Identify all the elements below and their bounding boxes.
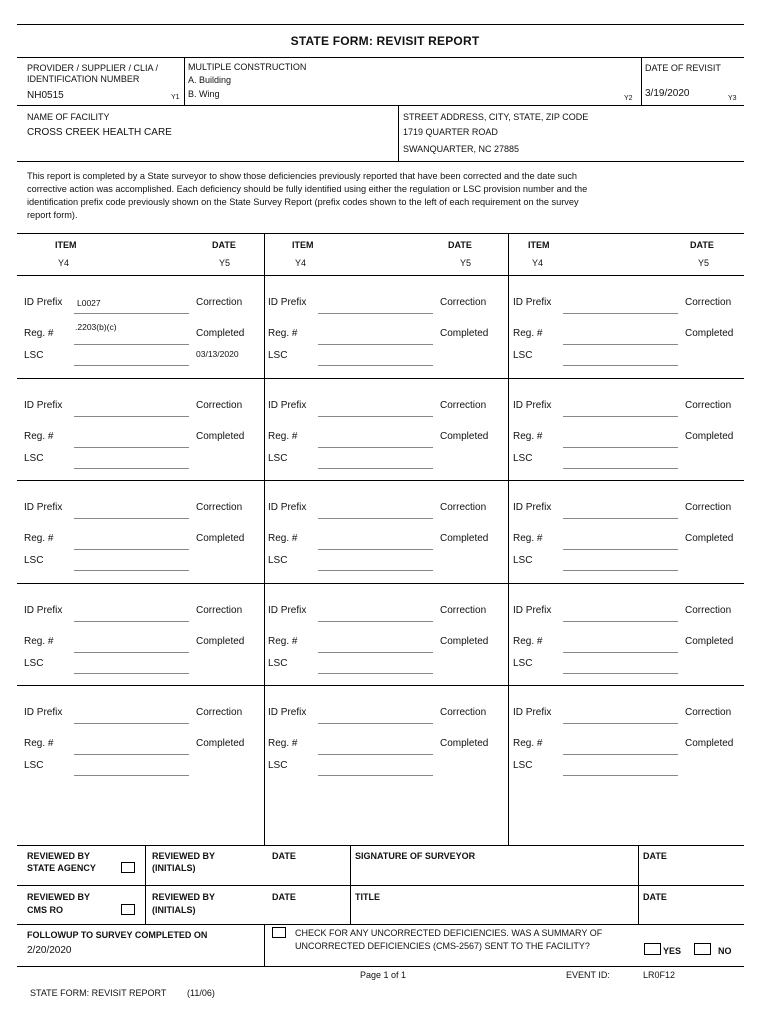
entry-7-reg-label: Reg. # <box>24 533 54 544</box>
entry-3-reg-label: Reg. # <box>513 328 543 339</box>
entry-2-id-prefix-field[interactable] <box>318 313 433 314</box>
entry-11-lsc-field[interactable] <box>318 673 433 674</box>
entry-14-lsc-label: LSC <box>268 760 288 771</box>
state-agency-label: STATE AGENCY <box>27 863 96 873</box>
entry-10-id-prefix-field[interactable] <box>74 621 189 622</box>
multiple-construction-label: MULTIPLE CONSTRUCTION <box>188 62 307 72</box>
entry-10-lsc-field[interactable] <box>74 673 189 674</box>
entry-11-reg-field[interactable] <box>318 652 433 653</box>
col2-y4: Y4 <box>295 258 307 268</box>
uncorrected-check-line-1: CHECK FOR ANY UNCORRECTED DEFICIENCIES. WAS A SUMMARY OF <box>295 928 603 938</box>
entry-9-lsc-label: LSC <box>513 555 533 566</box>
entry-2-lsc-field[interactable] <box>318 365 433 366</box>
entry-3-lsc-field[interactable] <box>563 365 678 366</box>
entry-8-lsc-label: LSC <box>268 555 288 566</box>
cms-reviewed-by-label: REVIEWED BY <box>27 892 91 902</box>
state-reviewed-by-label: REVIEWED BY <box>27 851 91 861</box>
entry-7-lsc-field[interactable] <box>74 570 189 571</box>
entry-11-lsc-label: LSC <box>268 658 288 669</box>
entry-8-id-prefix-label: ID Prefix <box>268 502 307 513</box>
entry-1-reg-value: .2203(b)(c) <box>75 322 117 332</box>
entry-9-reg-field[interactable] <box>563 549 678 550</box>
entry-4-lsc-label: LSC <box>24 453 44 464</box>
followup-date-value: 2/20/2020 <box>27 945 72 956</box>
entry-13-lsc-field[interactable] <box>74 775 189 776</box>
page-number: Page 1 of 1 <box>360 970 407 980</box>
entry-10-correction-label: Correction <box>196 605 243 616</box>
entry-1-id-prefix-field[interactable] <box>74 313 189 314</box>
entry-15-lsc-field[interactable] <box>563 775 678 776</box>
cms-initials-label: (INITIALS) <box>152 905 196 915</box>
entry-2-reg-label: Reg. # <box>268 328 298 339</box>
entry-14-reg-field[interactable] <box>318 754 433 755</box>
entry-12-completed-label: Completed <box>685 636 734 647</box>
entry-15-id-prefix-field[interactable] <box>563 723 678 724</box>
col1-item-header: ITEM <box>55 240 77 250</box>
cms-ro-checkbox[interactable] <box>121 904 135 915</box>
entry-1-lsc-label: LSC <box>24 350 44 361</box>
entry-7-correction-label: Correction <box>196 502 243 513</box>
y2-marker: Y2 <box>624 95 633 102</box>
entry-9-id-prefix-label: ID Prefix <box>513 502 552 513</box>
entry-6-completed-label: Completed <box>685 431 734 442</box>
col3-y5: Y5 <box>698 258 710 268</box>
entry-11-reg-label: Reg. # <box>268 636 298 647</box>
entry-15-id-prefix-label: ID Prefix <box>513 707 552 718</box>
entry-8-correction-label: Correction <box>440 502 487 513</box>
uncorrected-check-checkbox[interactable] <box>272 927 286 938</box>
col1-y4: Y4 <box>58 258 70 268</box>
entry-8-id-prefix-field[interactable] <box>318 518 433 519</box>
facility-name-label: NAME OF FACILITY <box>27 112 110 122</box>
intro-line-2: corrective action was accomplished. Each deficiency should be fully identified using either the regulation or LSC provision number and the <box>27 184 588 194</box>
entry-3-correction-label: Correction <box>685 297 732 308</box>
entry-1-completed-label: Completed <box>196 328 245 339</box>
title-label: TITLE <box>355 892 380 902</box>
entry-12-reg-field[interactable] <box>563 652 678 653</box>
entry-7-reg-field[interactable] <box>74 549 189 550</box>
signature-date-label: DATE <box>643 851 667 861</box>
entry-3-completed-label: Completed <box>685 328 734 339</box>
entry-1-id-prefix-value: L0027 <box>77 298 101 308</box>
entry-1-correction-label: Correction <box>196 297 243 308</box>
entry-3-reg-field[interactable] <box>563 344 678 345</box>
y3-marker: Y3 <box>728 95 737 102</box>
entry-3-lsc-label: LSC <box>513 350 533 361</box>
entry-4-reg-field[interactable] <box>74 447 189 448</box>
entry-8-reg-field[interactable] <box>318 549 433 550</box>
entry-6-correction-label: Correction <box>685 400 732 411</box>
entry-3-id-prefix-field[interactable] <box>563 313 678 314</box>
entry-9-completed-label: Completed <box>685 533 734 544</box>
entry-2-id-prefix-label: ID Prefix <box>268 297 307 308</box>
entry-10-completed-label: Completed <box>196 636 245 647</box>
yes-checkbox[interactable] <box>644 943 661 955</box>
entry-15-correction-label: Correction <box>685 707 732 718</box>
y1-marker: Y1 <box>171 94 180 101</box>
entry-14-lsc-field[interactable] <box>318 775 433 776</box>
entry-13-id-prefix-label: ID Prefix <box>24 707 63 718</box>
entry-1-reg-field[interactable] <box>74 344 189 345</box>
intro-paragraph <box>27 170 747 222</box>
event-id-label: EVENT ID: <box>566 970 610 980</box>
intro-line-4: report form). <box>27 210 78 220</box>
entry-7-id-prefix-label: ID Prefix <box>24 502 63 513</box>
address-line-1: 1719 QUARTER ROAD <box>403 127 498 137</box>
entry-9-lsc-field[interactable] <box>563 570 678 571</box>
entry-14-correction-label: Correction <box>440 707 487 718</box>
state-date-label: DATE <box>272 851 296 861</box>
date-of-revisit-label: DATE OF REVISIT <box>645 63 721 73</box>
no-label: NO <box>718 946 732 956</box>
entry-5-reg-label: Reg. # <box>268 431 298 442</box>
entry-1-lsc-field[interactable] <box>74 365 189 366</box>
followup-label: FOLLOWUP TO SURVEY COMPLETED ON <box>27 930 208 940</box>
facility-name-value: CROSS CREEK HEALTH CARE <box>27 127 172 138</box>
entry-7-completed-label: Completed <box>196 533 245 544</box>
building-label: A. Building <box>188 75 232 85</box>
yes-label: YES <box>663 946 682 956</box>
entry-9-correction-label: Correction <box>685 502 732 513</box>
col3-date-header: DATE <box>690 240 714 250</box>
entry-1-reg-label: Reg. # <box>24 328 54 339</box>
col3-y4: Y4 <box>532 258 544 268</box>
entry-4-reg-label: Reg. # <box>24 431 54 442</box>
entry-15-reg-field[interactable] <box>563 754 678 755</box>
entry-11-id-prefix-field[interactable] <box>318 621 433 622</box>
entry-12-id-prefix-label: ID Prefix <box>513 605 552 616</box>
entry-10-reg-label: Reg. # <box>24 636 54 647</box>
event-id-value: LR0F12 <box>643 970 676 980</box>
entry-1-date-value: 03/13/2020 <box>196 349 239 359</box>
wing-label: B. Wing <box>188 89 220 99</box>
entry-12-id-prefix-field[interactable] <box>563 621 678 622</box>
intro-line-3: identification prefix code previously shown on the State Survey Report (prefix codes shown to the left of each requirement on the survey <box>27 197 579 207</box>
address-label: STREET ADDRESS, CITY, STATE, ZIP CODE <box>403 112 589 122</box>
entry-6-reg-label: Reg. # <box>513 431 543 442</box>
entry-1-id-prefix-label: ID Prefix <box>24 297 63 308</box>
state-initials-label: (INITIALS) <box>152 863 196 873</box>
entry-5-id-prefix-field[interactable] <box>318 416 433 417</box>
col1-date-header: DATE <box>212 240 236 250</box>
footer-form-name: STATE FORM: REVISIT REPORT <box>30 988 167 998</box>
entry-4-id-prefix-field[interactable] <box>74 416 189 417</box>
state-agency-checkbox[interactable] <box>121 862 135 873</box>
entry-4-correction-label: Correction <box>196 400 243 411</box>
entry-12-correction-label: Correction <box>685 605 732 616</box>
form-title: STATE FORM: REVISIT REPORT <box>290 34 480 48</box>
col2-date-header: DATE <box>448 240 472 250</box>
entry-8-completed-label: Completed <box>440 533 489 544</box>
entry-5-lsc-label: LSC <box>268 453 288 464</box>
entry-6-lsc-label: LSC <box>513 453 533 464</box>
col1-y5: Y5 <box>219 258 231 268</box>
cms-initials-reviewed-by: REVIEWED BY <box>152 892 216 902</box>
entry-14-id-prefix-label: ID Prefix <box>268 707 307 718</box>
entry-9-id-prefix-field[interactable] <box>563 518 678 519</box>
entry-8-lsc-field[interactable] <box>318 570 433 571</box>
provider-label-2: IDENTIFICATION NUMBER <box>27 74 140 84</box>
cms-date-label: DATE <box>272 892 296 902</box>
entry-11-id-prefix-label: ID Prefix <box>268 605 307 616</box>
title-date-label: DATE <box>643 892 667 902</box>
entry-10-lsc-label: LSC <box>24 658 44 669</box>
col2-y5: Y5 <box>460 258 472 268</box>
entry-10-id-prefix-label: ID Prefix <box>24 605 63 616</box>
entry-15-completed-label: Completed <box>685 738 734 749</box>
entry-6-id-prefix-label: ID Prefix <box>513 400 552 411</box>
provider-number: NH0515 <box>27 90 64 101</box>
entry-13-correction-label: Correction <box>196 707 243 718</box>
entry-6-reg-field[interactable] <box>563 447 678 448</box>
entry-13-id-prefix-field[interactable] <box>74 723 189 724</box>
entry-6-id-prefix-field[interactable] <box>563 416 678 417</box>
entry-11-correction-label: Correction <box>440 605 487 616</box>
entry-14-reg-label: Reg. # <box>268 738 298 749</box>
entry-8-reg-label: Reg. # <box>268 533 298 544</box>
entry-7-id-prefix-field[interactable] <box>74 518 189 519</box>
signature-of-surveyor-label: SIGNATURE OF SURVEYOR <box>355 851 476 861</box>
col3-item-header: ITEM <box>528 240 550 250</box>
entry-15-reg-label: Reg. # <box>513 738 543 749</box>
entry-12-reg-label: Reg. # <box>513 636 543 647</box>
entry-4-lsc-field[interactable] <box>74 468 189 469</box>
entry-2-correction-label: Correction <box>440 297 487 308</box>
entry-13-completed-label: Completed <box>196 738 245 749</box>
entry-4-completed-label: Completed <box>196 431 245 442</box>
state-initials-reviewed-by: REVIEWED BY <box>152 851 216 861</box>
entry-7-lsc-label: LSC <box>24 555 44 566</box>
no-checkbox[interactable] <box>694 943 711 955</box>
entry-12-lsc-label: LSC <box>513 658 533 669</box>
entry-5-lsc-field[interactable] <box>318 468 433 469</box>
entry-10-reg-field[interactable] <box>74 652 189 653</box>
entry-3-id-prefix-label: ID Prefix <box>513 297 552 308</box>
provider-label-1: PROVIDER / SUPPLIER / CLIA / <box>27 63 159 73</box>
footer-form-version: (11/06) <box>187 988 215 998</box>
entry-14-id-prefix-field[interactable] <box>318 723 433 724</box>
entry-2-reg-field[interactable] <box>318 344 433 345</box>
entry-2-lsc-label: LSC <box>268 350 288 361</box>
intro-line-1: This report is completed by a State surveyor to show those deficiencies previously reported that have been corrected and the date such <box>27 171 578 181</box>
col2-item-header: ITEM <box>292 240 314 250</box>
cms-ro-label: CMS RO <box>27 905 63 915</box>
entry-4-id-prefix-label: ID Prefix <box>24 400 63 411</box>
entry-13-reg-field[interactable] <box>74 754 189 755</box>
entry-15-lsc-label: LSC <box>513 760 533 771</box>
entry-14-completed-label: Completed <box>440 738 489 749</box>
address-line-2: SWANQUARTER, NC 27885 <box>403 144 520 154</box>
entry-13-lsc-label: LSC <box>24 760 44 771</box>
entry-5-reg-field[interactable] <box>318 447 433 448</box>
entry-13-reg-label: Reg. # <box>24 738 54 749</box>
date-of-revisit-value: 3/19/2020 <box>645 88 690 99</box>
uncorrected-check-line-2: UNCORRECTED DEFICIENCIES (CMS-2567) SENT TO THE FACILITY? <box>295 941 590 951</box>
entry-11-completed-label: Completed <box>440 636 489 647</box>
entry-6-lsc-field[interactable] <box>563 468 678 469</box>
entry-2-completed-label: Completed <box>440 328 489 339</box>
entry-5-completed-label: Completed <box>440 431 489 442</box>
entry-5-id-prefix-label: ID Prefix <box>268 400 307 411</box>
entry-9-reg-label: Reg. # <box>513 533 543 544</box>
entry-5-correction-label: Correction <box>440 400 487 411</box>
entry-12-lsc-field[interactable] <box>563 673 678 674</box>
